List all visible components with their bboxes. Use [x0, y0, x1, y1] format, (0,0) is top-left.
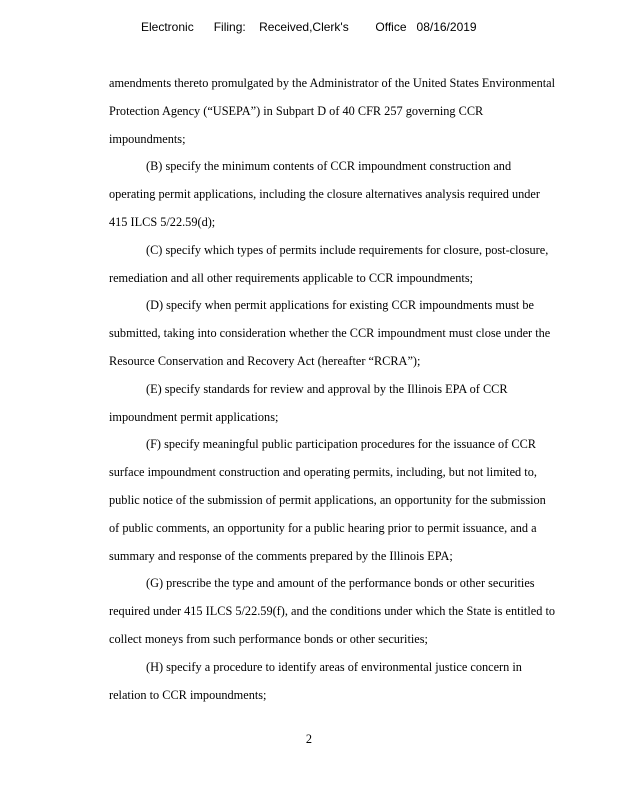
paragraph-d: (D) specify when permit applications for existing CCR impoundments must be submitted, taking into consideration whether the CCR impoundment must close under the Resource Conservation and Recovery Act (hereafter “RCRA”);	[109, 298, 551, 368]
header-electronic: Electronic	[141, 20, 194, 34]
page-number: 2	[305, 732, 313, 746]
paragraph-g: (G) prescribe the type and amount of the performance bonds or other securities required under 415 ILCS 5/22.59(f), and the conditions under which the State is entitled to collect moneys from such performance bonds or other securities;	[109, 576, 556, 646]
document-body	[109, 70, 559, 709]
header-date: 08/16/2019	[416, 20, 477, 34]
paragraph-continuation: amendments thereto promulgated by the Administrator of the United States Environmental Protection Agency (“USEPA”) in Subpart D of 40 CFR 257 governing CCR impoundments;	[109, 76, 556, 146]
filing-stamp-header	[141, 20, 477, 34]
paragraph-f: (F) specify meaningful public participation procedures for the issuance of CCR surface impoundment construction and operating permits, including, but not limited to, public notice of the submission of permit applications, an opportunity for the submission of public comments, an opportunity for a public hearing prior to permit issuance, and a summary and response of the comments prepared by the Illinois EPA;	[109, 437, 546, 563]
header-filing: Filing:	[213, 20, 246, 34]
paragraph-h: (H) specify a procedure to identify areas of environmental justice concern in relation to CCR impoundments;	[109, 659, 522, 702]
paragraph-c: (C) specify which types of permits include requirements for closure, post-closure, remediation and all other requirements applicable to CCR impoundments;	[109, 242, 549, 285]
paragraph-b: (B) specify the minimum contents of CCR impoundment construction and operating permit applications, including the closure alternatives analysis required under 415 ILCS 5/22.59(d);	[109, 159, 540, 229]
header-office: Office	[375, 20, 407, 34]
paragraph-e: (E) specify standards for review and approval by the Illinois EPA of CCR impoundment permit applications;	[109, 381, 508, 424]
header-received: Received,Clerk's	[259, 20, 349, 34]
